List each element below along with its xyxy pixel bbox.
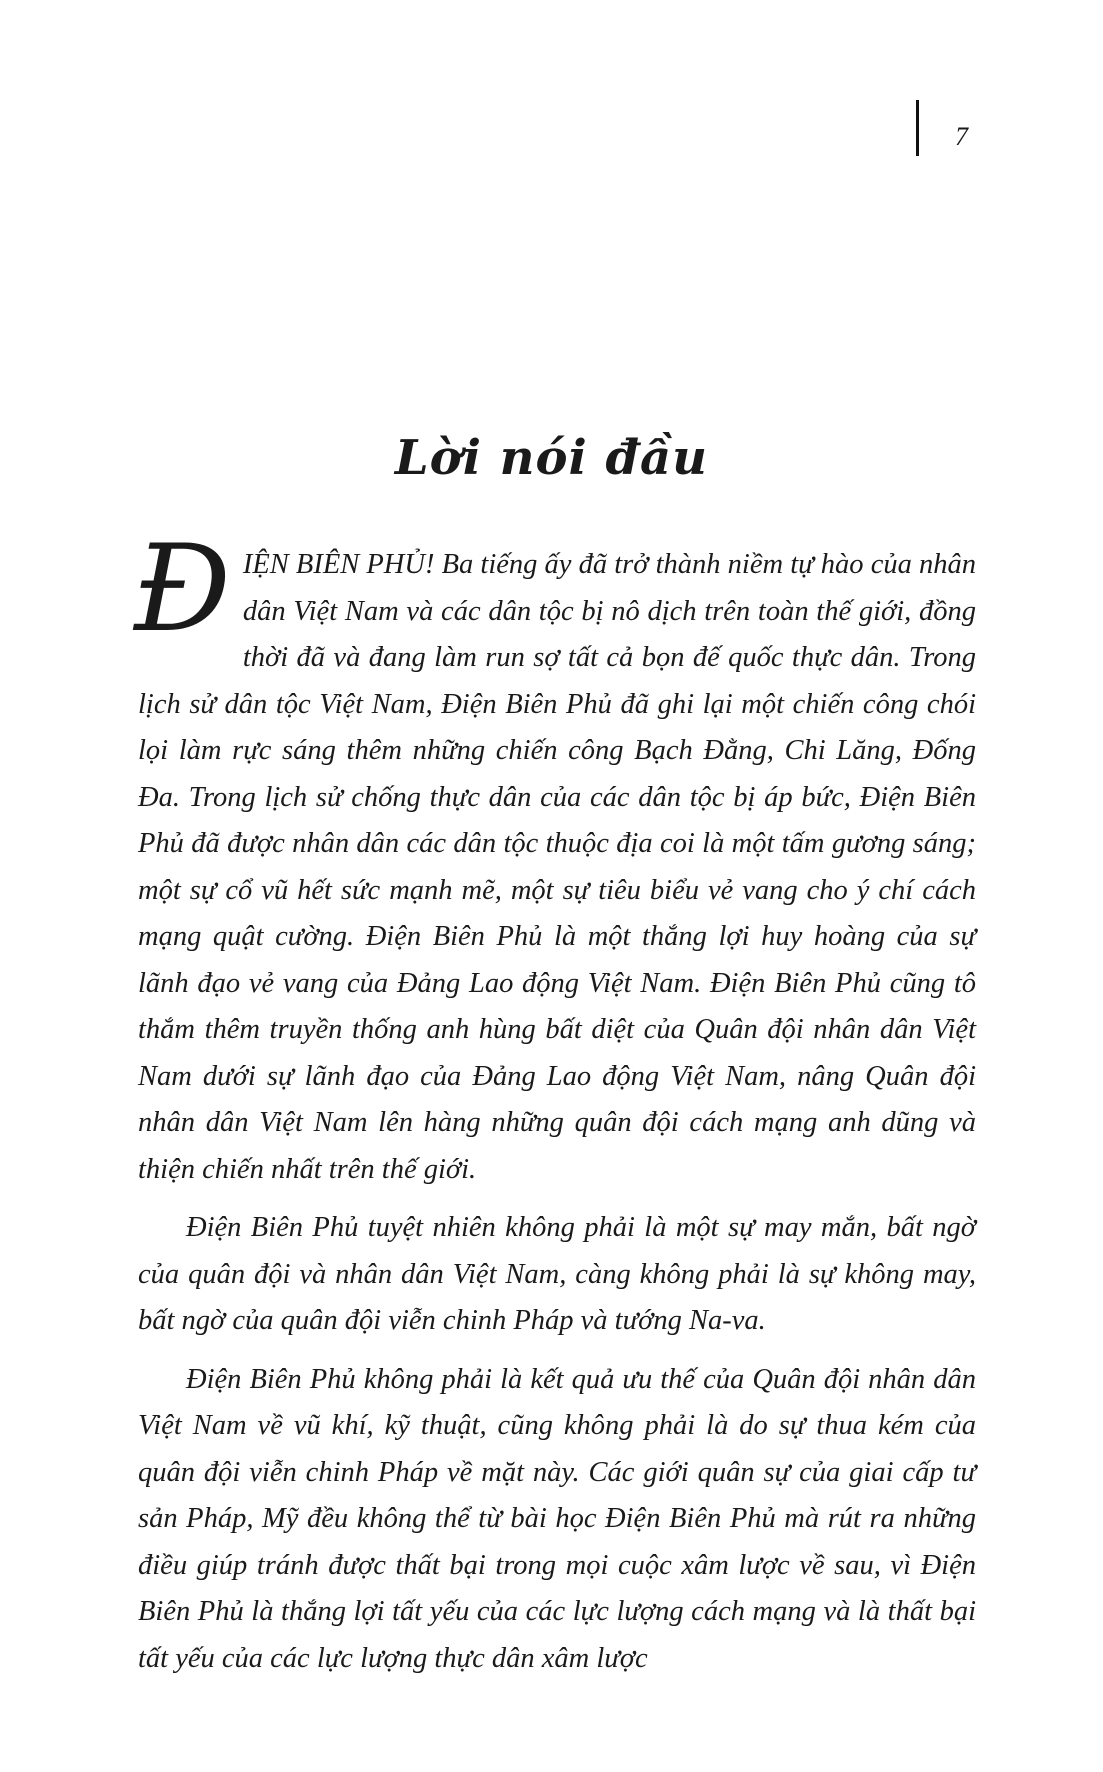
paragraph-2: Điện Biên Phủ tuyệt nhiên không phải là một sự may mắn, bất ngờ của quân đội và nhân dân Việt Nam, càng không phải là sự không may, bất ngờ của quân đội viễn chinh Pháp và tướng Na-va.: [138, 1212, 976, 1336]
drop-cap: Đ: [134, 520, 231, 659]
header-rule: [916, 100, 919, 156]
paragraph-1: [134, 520, 976, 1193]
page-number: 7: [955, 122, 968, 151]
paragraph-1-lead: IỆN BIÊN PHỦ!: [242, 549, 435, 580]
paragraph-1-rest: Ba tiếng ấy đã trở thành niềm tự hào của nhân dân Việt Nam và các dân tộc bị nô dịch trên toàn thế giới, đồng thời đã và đang làm run sợ tất cả bọn đế quốc thực dân. Trong lịch sử dân tộc Việt Nam, Điện Biên Phủ đã ghi lại một chiến công chói lọi làm rực sáng thêm những chiến công Bạch Đằng, Chi Lăng, Đống Đa. Trong lịch sử chống thực dân của các dân tộc bị áp bức, Điện Biên Phủ đã được nhân dân các dân tộc thuộc địa coi là một tấm gương sáng; một sự cổ vũ hết sức mạnh mẽ, một sự tiêu biểu vẻ vang cho ý chí cách mạng quật cường. Điện Biên Phủ là một thắng lợi huy hoàng của sự lãnh đạo vẻ vang của Đảng Lao động Việt Nam. Điện Biên Phủ cũng tô thắm thêm truyền thống anh hùng bất diệt của Quân đội nhân dân Việt Nam dưới sự lãnh đạo của Đảng Lao động Việt Nam, nâng Quân đội nhân dân Việt Nam lên hàng những quân đội cách mạng anh dũng và thiện chiến nhất trên thế giới.: [138, 549, 976, 1185]
body-text: [134, 520, 976, 1682]
paragraph-3: Điện Biên Phủ không phải là kết quả ưu thế của Quân đội nhân dân Việt Nam về vũ khí, kỹ thuật, cũng không phải là do sự thua kém của quân đội viễn chinh Pháp về mặt này. Các giới quân sự của giai cấp tư sản Pháp, Mỹ đều không thể từ bài học Điện Biên Phủ mà rút ra những điều giúp tránh được thất bại trong mọi cuộc xâm lược về sau, vì Điện Biên Phủ là thắng lợi tất yếu của các lực lượng cách mạng và là thất bại tất yếu của các lực lượng thực dân xâm lược: [138, 1363, 976, 1674]
chapter-title: Lời nói đầu: [394, 430, 709, 487]
